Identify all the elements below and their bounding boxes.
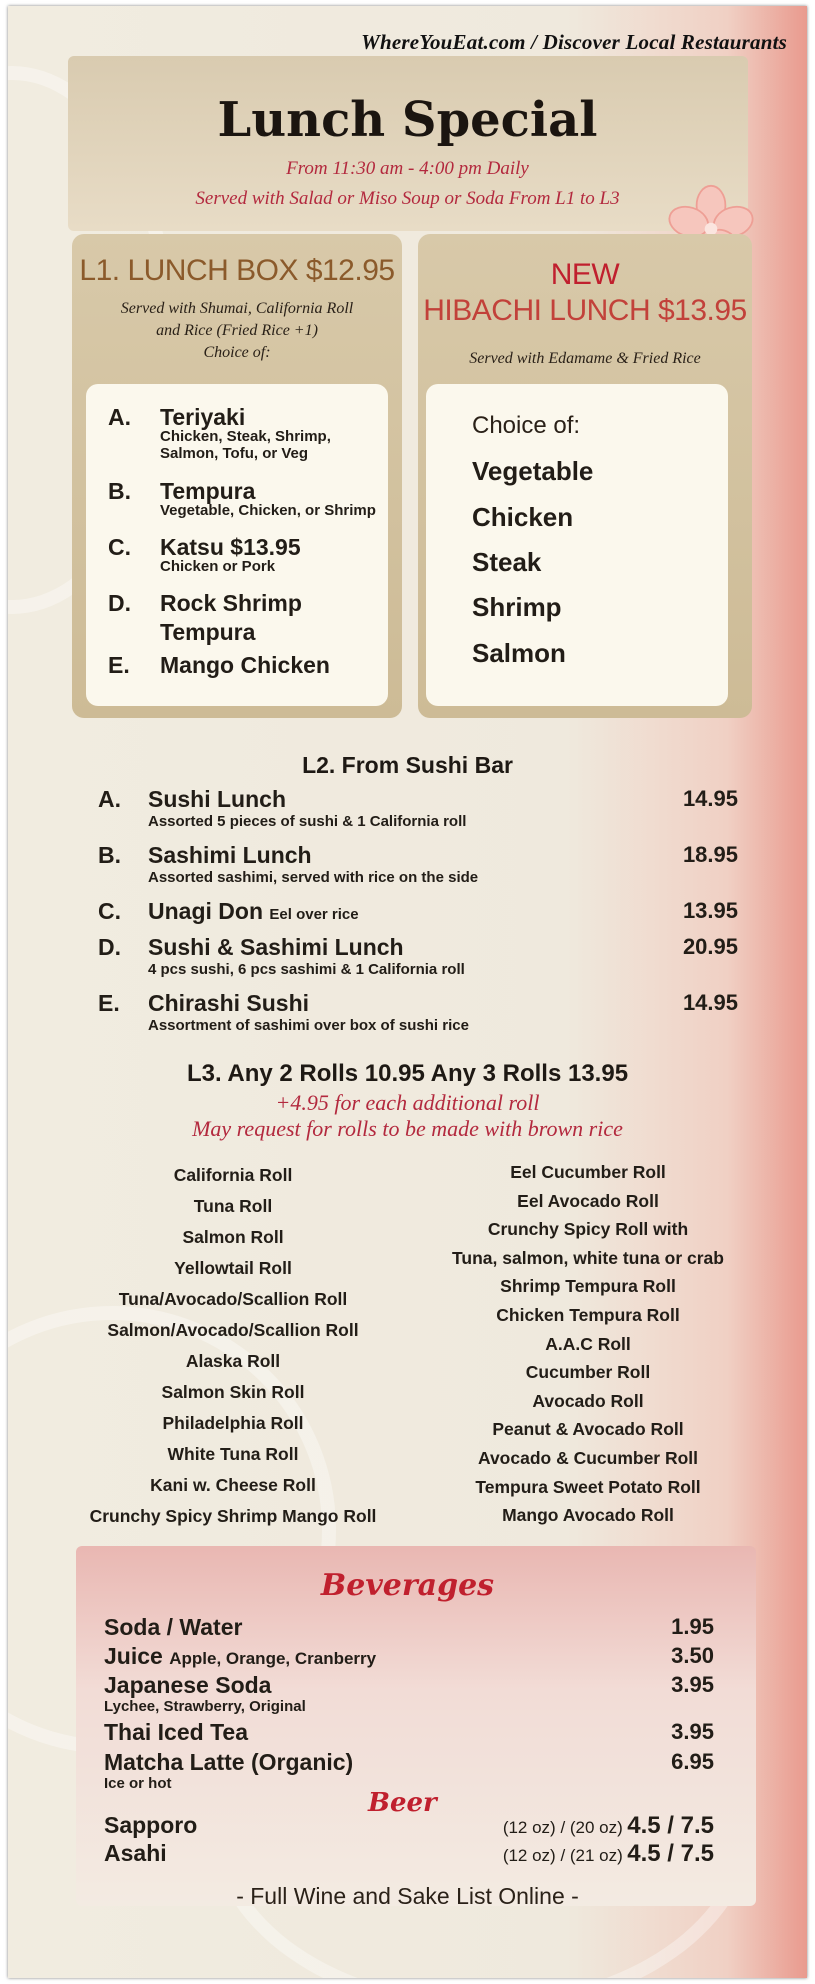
roll-item: Tuna Roll (193, 1196, 273, 1216)
hours-text: From 11:30 am - 4:00 pm Daily (286, 158, 529, 179)
served-with-text: Served with Salad or Miso Soup or Soda From L1 to L3 (195, 188, 620, 209)
roll-item: Salmon Roll (182, 1227, 284, 1247)
roll-item: Peanut & Avocado Roll (492, 1419, 684, 1440)
beverage-item: Soda / Water 1.95 (104, 1614, 714, 1640)
roll-item: Kani w. Cheese Roll (150, 1475, 316, 1495)
hibachi-choice: Chicken (472, 502, 574, 532)
rolls-list-right (418, 1158, 758, 1530)
roll-item: Cucumber Roll (525, 1362, 651, 1383)
roll-item: Tuna/Avocado/Scallion Roll (118, 1289, 348, 1309)
roll-item: Tempura Sweet Potato Roll (475, 1476, 701, 1497)
page-title: Lunch Special (217, 92, 598, 148)
site-banner[interactable]: WhereYouEat.com / Discover Local Restaurants (361, 30, 787, 54)
roll-item: Yellowtail Roll (174, 1258, 292, 1278)
l1-title: L1. LUNCH BOX $12.95 (79, 254, 395, 287)
wine-sake-footer[interactable]: - Full Wine and Sake List Online - (236, 1883, 579, 1909)
beer-item: Sapporo (12 oz) / (20 oz) 4.5 / 7.5 (104, 1812, 714, 1839)
rolls-list-left (68, 1160, 398, 1532)
roll-item: Alaska Roll (185, 1351, 281, 1371)
beverage-item: Japanese Soda Lychee, Strawberry, Original 3.95 (104, 1672, 714, 1715)
beer-item: Asahi (12 oz) / (21 oz) 4.5 / 7.5 (104, 1840, 714, 1867)
price: 14.95 (682, 786, 738, 811)
roll-item: Shrimp Tempura Roll (500, 1276, 676, 1297)
beverages-title: Beverages (320, 1568, 495, 1603)
roll-item: Salmon/Avocado/Scallion Roll (107, 1320, 359, 1340)
price: 1.95 (671, 1614, 714, 1639)
price: 3.50 (671, 1643, 714, 1668)
beverage-item: Thai Iced Tea 3.95 (104, 1719, 714, 1745)
price: 6.95 (671, 1749, 714, 1774)
roll-item: Mango Avocado Roll (502, 1505, 674, 1526)
price: 18.95 (682, 842, 738, 867)
new-badge: NEW (550, 258, 620, 291)
roll-item: Crunchy Spicy Shrimp Mango Roll (89, 1506, 377, 1526)
choice-label: Choice of: (472, 412, 581, 439)
price: 13.95 (682, 898, 738, 923)
hibachi-choice: Vegetable (472, 456, 594, 486)
roll-item: A.A.C Roll (545, 1333, 631, 1354)
l1-lunch-box-panel (72, 234, 402, 718)
roll-item: Crunchy Spicy Roll with (487, 1219, 689, 1240)
roll-item: Tuna, salmon, white tuna or crab (452, 1247, 724, 1268)
price: 14.95 (682, 990, 738, 1015)
hibachi-choice: Steak (472, 547, 542, 577)
beverage-item: Matcha Latte (Organic) Ice or hot 6.95 (104, 1749, 714, 1792)
price: 3.95 (671, 1672, 714, 1697)
roll-item: Chicken Tempura Roll (496, 1304, 680, 1325)
l3-note-brown-rice: May request for rolls to be made with brown rice (192, 1116, 623, 1141)
roll-item: Eel Cucumber Roll (510, 1162, 666, 1182)
price: 3.95 (671, 1719, 714, 1744)
roll-item: Avocado & Cucumber Roll (477, 1447, 699, 1468)
roll-item: Salmon Skin Roll (161, 1382, 305, 1402)
beer-title: Beer (368, 1788, 437, 1818)
hibachi-lunch-panel (418, 234, 752, 718)
roll-item: Eel Avocado Roll (517, 1190, 659, 1211)
l1-description: Served with Shumai, California Roll and Rice (Fried Rice +1) Choice of: (120, 300, 354, 361)
roll-item: Philadelphia Roll (162, 1413, 304, 1433)
menu-page: WhereYouEat.com / Discover Local Restaurants Lunch Special From 11:30 am - 4:00 pm Daily Served with Salad or Miso Soup or Soda From L1 to L3 L1. LUNCH BOX $12.95 Served with Shumai, California Roll and Rice (Fried Rice +1) Choice of: A. Teriyaki Chicken, Steak, Shrimp, Salmon, Tofu, or Veg B. Tempura Vegetable, Chicken, or Shrimp C. Katsu $13.95 Chicken or Pork D. Rock Shrimp Tempura E. Mango Chicken NEW HIBACHI LUNCH $13.95 Served with Edamame & Fried Rice Choice of: Vegetable Chicken Steak Shrimp Salmon L2. From Sushi Bar A. Sushi Lunch Assorted 5 pieces of sushi & 1 California roll 14.95 B. Sashimi Lunch Assorted sashimi, served with rice on the side 18.95 C. Unagi Don Eel over rice 13.95 D. Sushi & Sashimi Lunch 4 pcs sushi, 6 pcs sashimi & 1 California roll 20.95 E. Chirashi Sushi Assortment of sashimi over box of sushi rice 14.95 L3. Any 2 Rolls 10.95 Any 3 Rolls 13.95 +4.95 for each additional roll May request for rolls to be made with brown rice California Roll Tuna Roll Salmon Roll Yellowtail Roll Tuna/Avocado/Scallion Roll Salmon/Avocado/Scallion Roll Alaska Roll Salmon Skin Roll Philadelphia Roll White Tuna Roll Kani w. Cheese Roll Crunchy Spicy Shrimp Mango Roll Eel Cucumber Roll Eel Avocado Roll Crunchy Spicy Roll with Tuna, salmon, white tuna or crab Shrimp Tempura Roll Chicken Tempura Roll A.A.C Roll Cucumber Roll Avocado Roll Peanut & Avocado Roll Avocado & Cucumber Roll Tempura Sweet Potato Roll Mango Avocado Roll Beverages Soda / Water 1.95 Juice Apple, Orange, Cranberry 3.50 Japanese Soda Lychee, Strawberry, Original 3.95 Thai Iced Tea 3.95 Matcha Latte (Organic) Ice or hot 6.95 Beer Sapporo (12 oz) / (20 oz) 4.5 / 7.5 Asahi (12 oz) / (21 oz) 4.5 / 7.5 - Full Wine and Sake List Online - (8, 6, 807, 1978)
l1-choices-card: A. Teriyaki Chicken, Steak, Shrimp, Salmon, Tofu, or Veg B. Tempura Vegetable, Chicken, or Shrimp C. Katsu $13.95 Chicken or Pork D. Rock Shrimp Tempura E. Mango Chicken (86, 384, 388, 706)
hibachi-title: HIBACHI LUNCH $13.95 (423, 294, 747, 327)
hibachi-description: Served with Edamame & Fried Rice (469, 350, 701, 367)
hibachi-choice: Salmon (472, 638, 566, 668)
hibachi-choices-card (426, 384, 728, 706)
roll-item: California Roll (173, 1165, 293, 1185)
l3-note-additional: +4.95 for each additional roll (275, 1090, 540, 1115)
beverage-item: Juice Apple, Orange, Cranberry 3.50 (104, 1643, 714, 1669)
l3-title: L3. Any 2 Rolls 10.95 Any 3 Rolls 13.95 (186, 1060, 629, 1087)
hibachi-choice: Shrimp (472, 592, 562, 622)
roll-item: White Tuna Roll (167, 1444, 299, 1464)
l2-title: L2. From Sushi Bar (302, 752, 513, 778)
price: 20.95 (682, 934, 738, 959)
roll-item: Avocado Roll (532, 1390, 644, 1411)
